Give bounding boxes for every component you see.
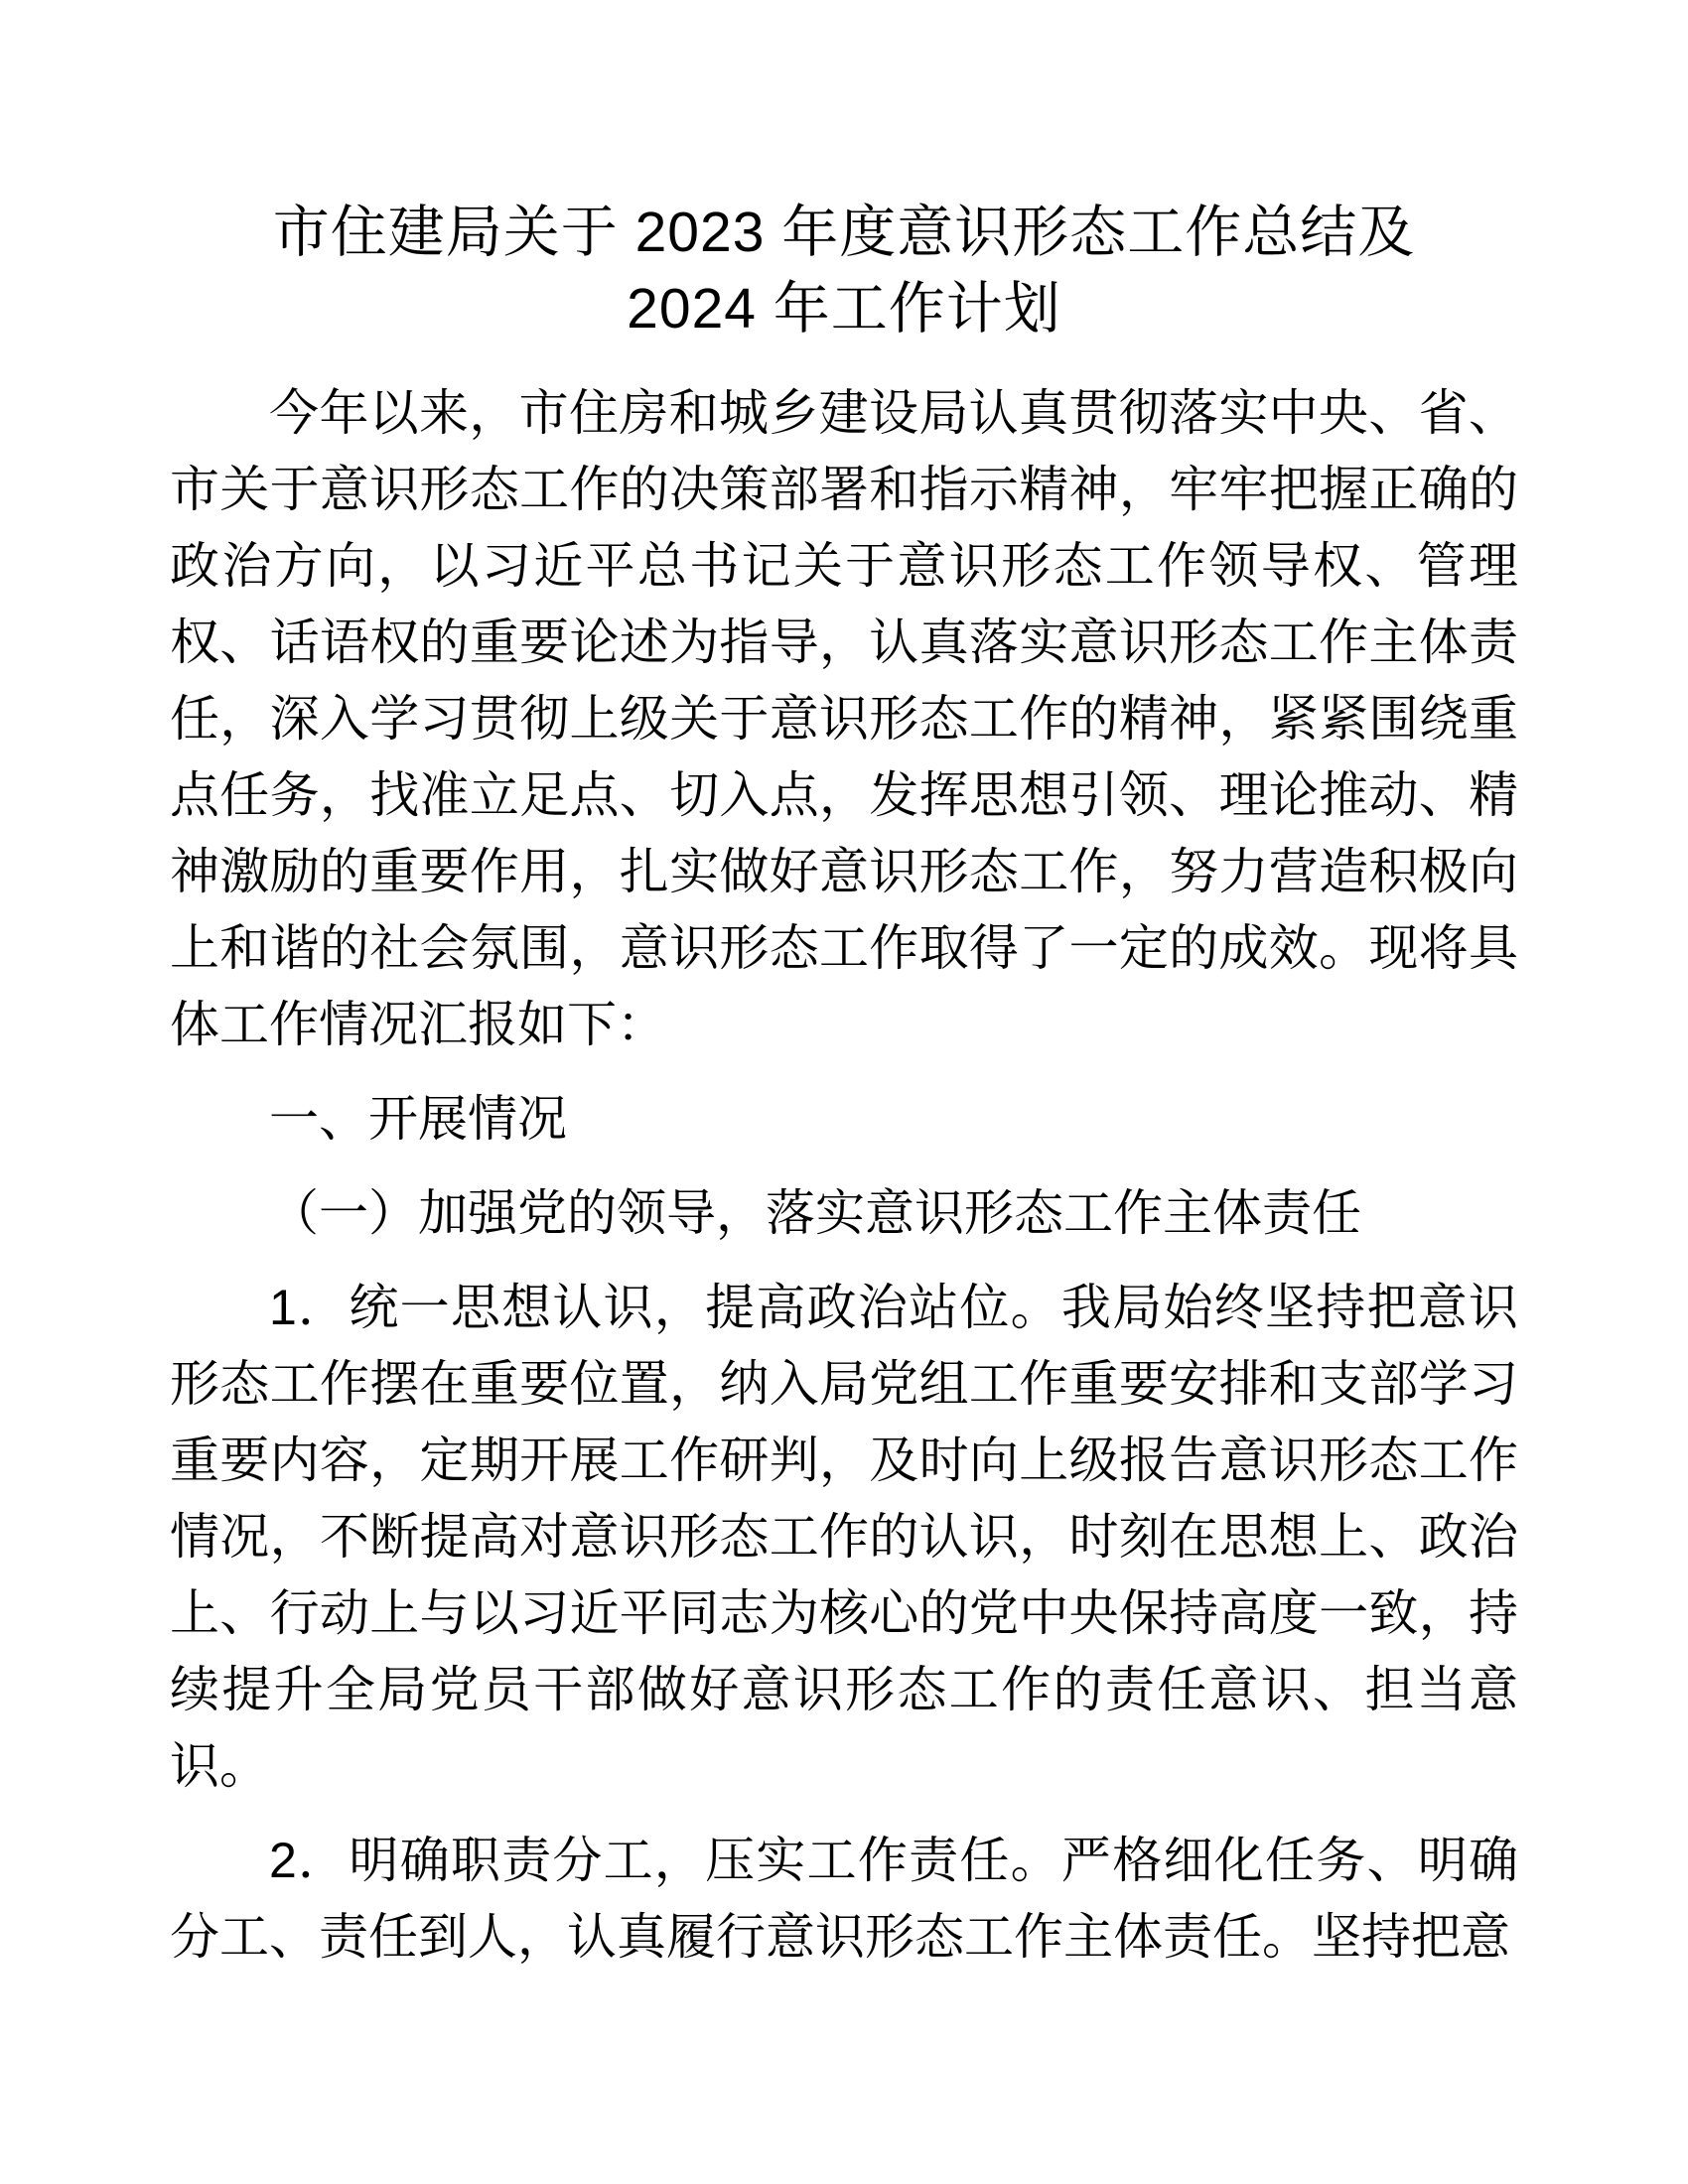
document-title	[170, 195, 1518, 347]
numbered-paragraph-2: 2．明确职责分工，压实工作责任。严格细化任务、明确分工、责任到人，认真履行意识形态工作主体责任。坚持把意	[170, 1833, 1518, 1965]
title-line-1: 市住建局关于 2023 年度意识形态工作总结及	[272, 201, 1416, 264]
subsection-heading: （一）加强党的领导，落实意识形态工作主体责任	[269, 1185, 1361, 1241]
section-heading: 一、开展情况	[269, 1091, 567, 1147]
title-line-2: 2024 年工作计划	[627, 277, 1061, 341]
intro-paragraph: 今年以来，市住房和城乡建设局认真贯彻落实中央、省、市关于意识形态工作的决策部署和指示精神，牢牢把握正确的政治方向，以习近平总书记关于意识形态工作领导权、管理权、话语权的重要论述为指导，认真落实意识形态工作主体责任，深入学习贯彻上级关于意识形态工作的精神，紧紧围绕重点任务，找准立足点、切入点，发挥思想引领、理论推动、精神激励的重要作用，扎实做好意识形态工作，努力营造积极向上和谐的社会氛围，意识形态工作取得了一定的成效。现将具体工作情况汇报如下：	[170, 385, 1518, 1052]
numbered-paragraph-1: 1．统一思想认识，提高政治站位。我局始终坚持把意识形态工作摆在重要位置，纳入局党组工作重要安排和支部学习重要内容，定期开展工作研判，及时向上级报告意识形态工作情况，不断提高对意识形态工作的认识，时刻在思想上、政治上、行动上与以习近平同志为核心的党中央保持高度一致，持续提升全局党员干部做好意识形态工作的责任意识、担当意识。	[170, 1280, 1518, 1794]
